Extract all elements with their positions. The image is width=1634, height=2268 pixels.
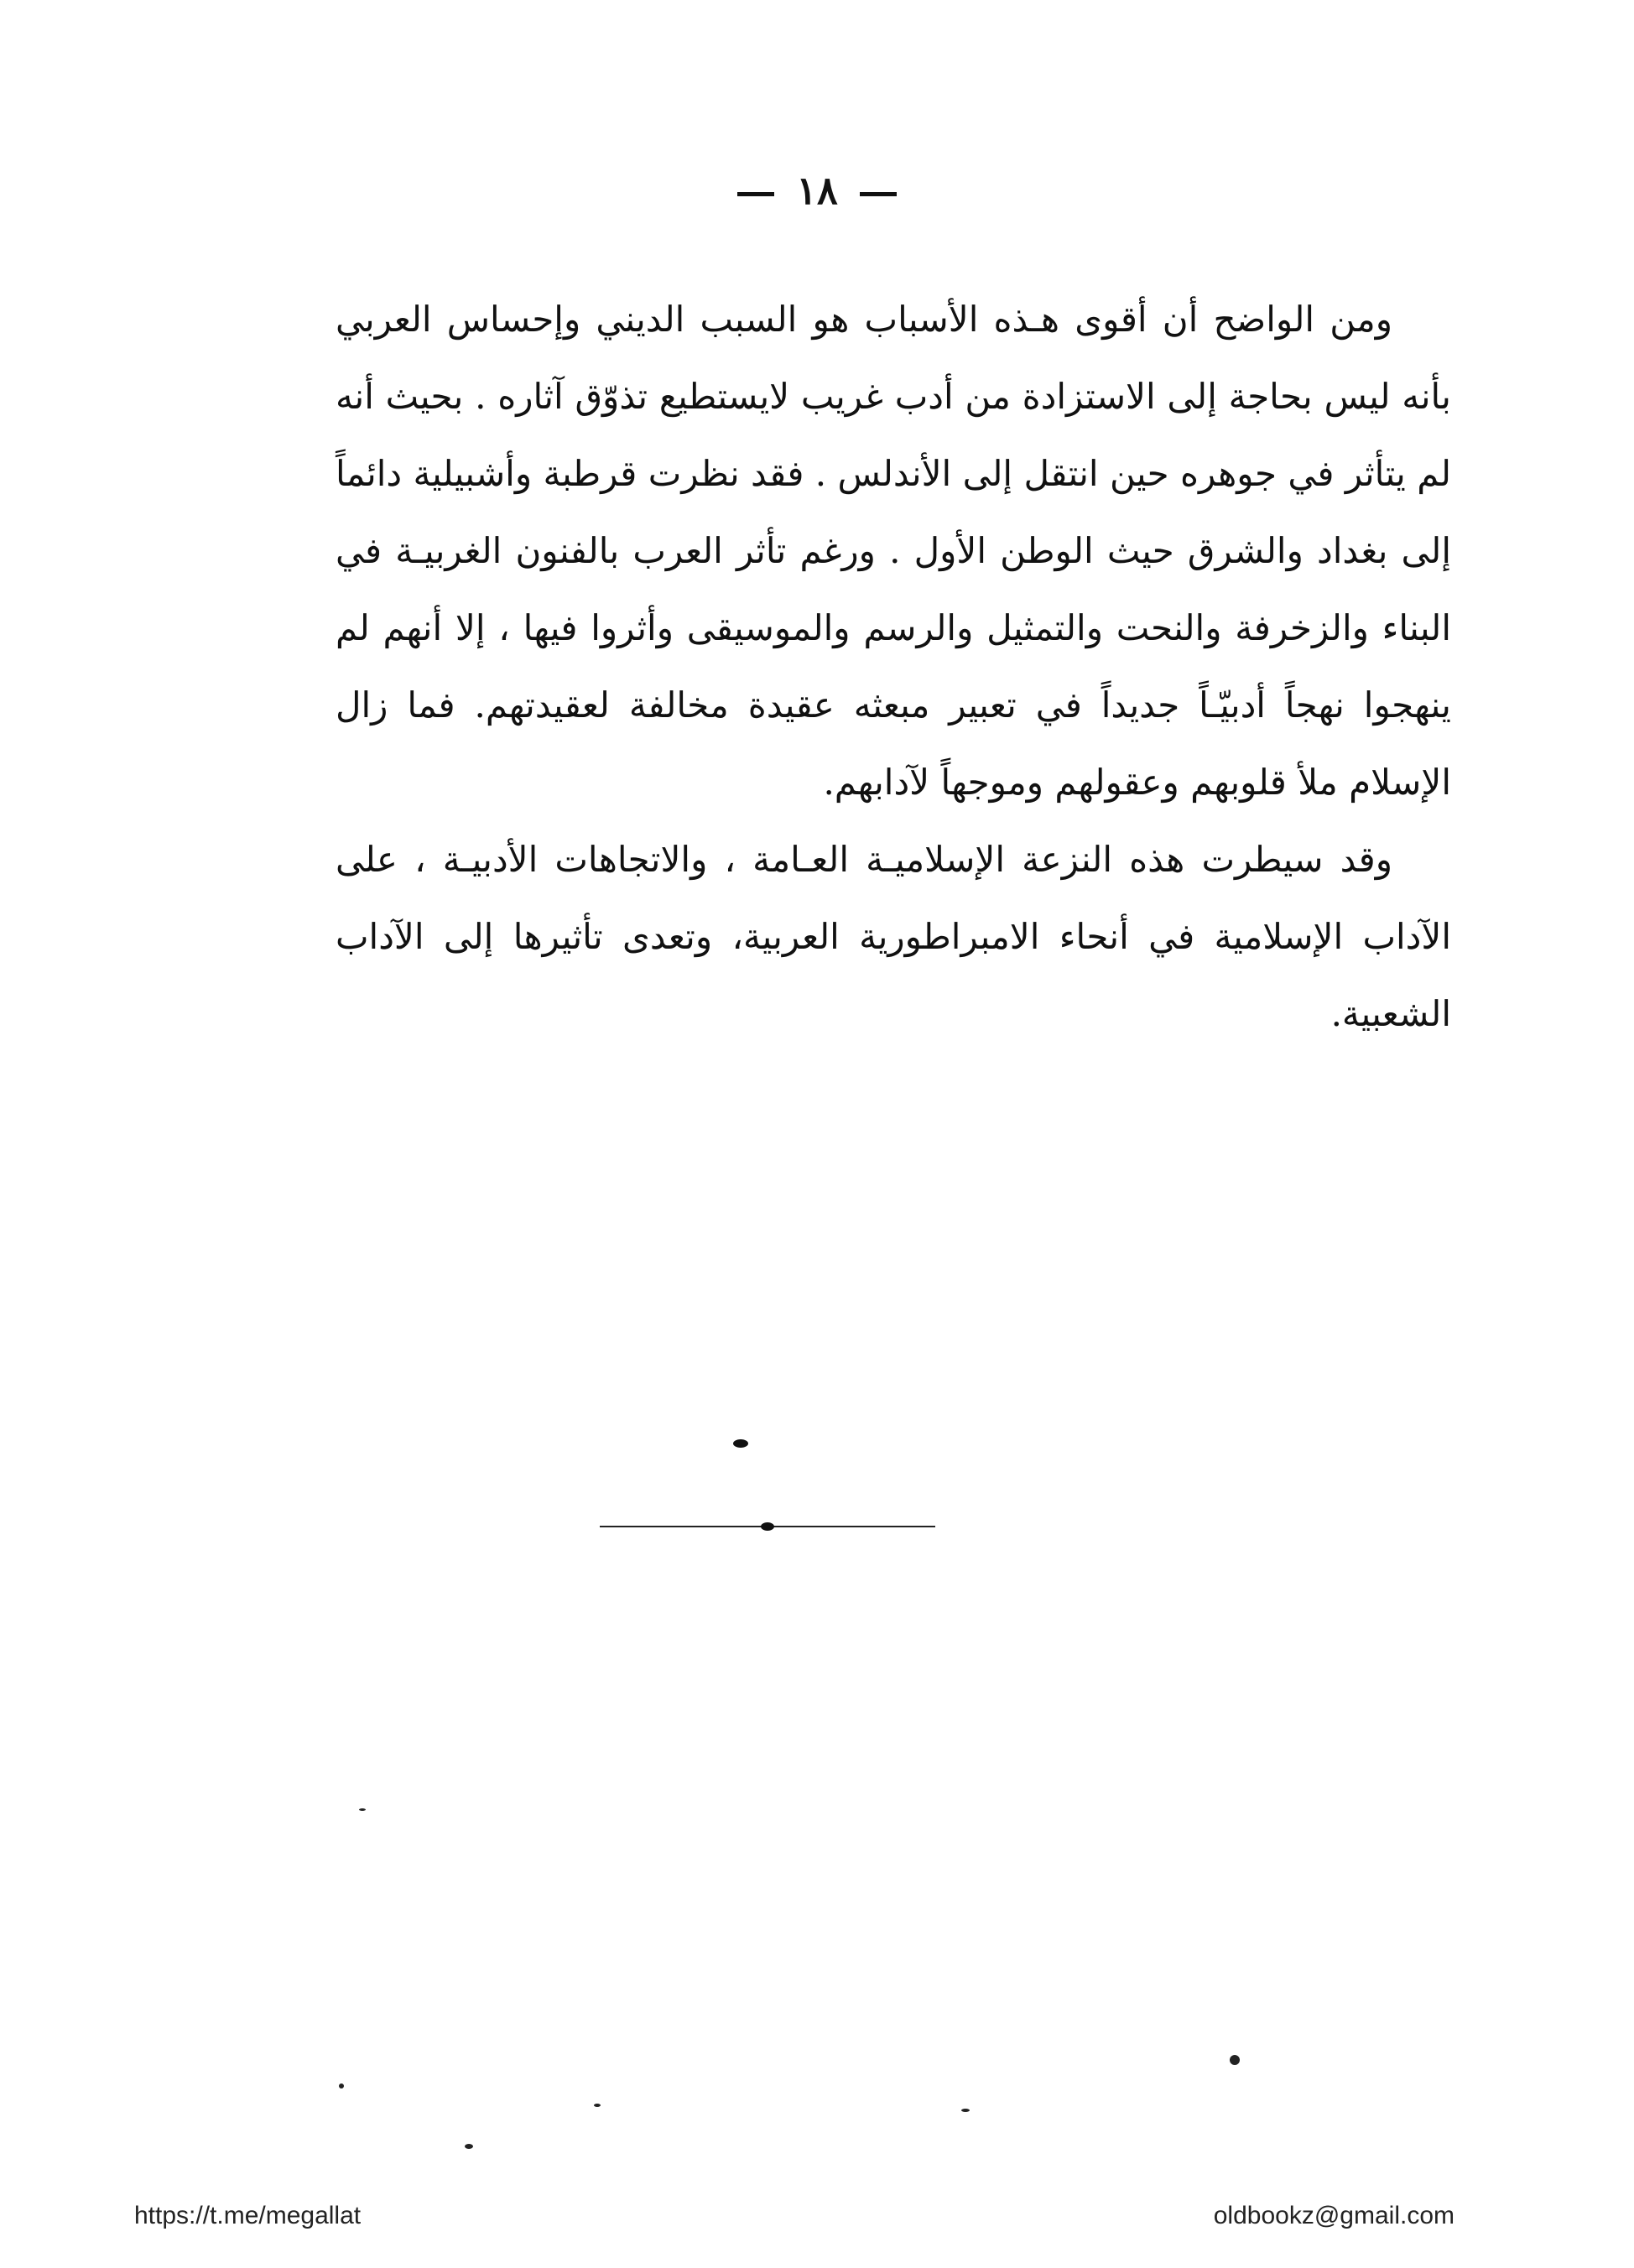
section-divider-ornament — [600, 1510, 935, 1543]
body-text — [336, 281, 1451, 1053]
page-number-dash-left — [737, 192, 774, 196]
scan-speck — [961, 2109, 970, 2112]
paragraph-2: وقد سيطرت هذه النزعة الإسلاميـة العـامة ، والاتجاهات الأدبيـة ، على الآداب الإسلامية في أنحاء الامبراطورية العربية، وتعدى تأثيرها إلى الآداب الشعبية. — [336, 839, 1451, 1034]
scan-speck — [594, 2104, 601, 2107]
ornament-dot — [733, 1439, 748, 1448]
page-number — [0, 168, 1634, 213]
footer-email: oldbookz@gmail.com — [1213, 2202, 1454, 2229]
page-number-dash-right — [860, 192, 897, 196]
scan-speck — [359, 1808, 366, 1811]
scan-speck — [465, 2144, 473, 2149]
scan-speck — [339, 2083, 344, 2089]
divider-center-dot — [761, 1522, 774, 1531]
footer-telegram-link: https://t.me/megallat — [134, 2202, 362, 2229]
page-number-text: ١٨ — [796, 168, 838, 213]
scan-speck — [1230, 2055, 1240, 2065]
paragraph-1: ومن الواضح أن أقوى هـذه الأسباب هو السبب الديني وإحساس العربي بأنه ليس بحاجة إلى الاستزادة من أدب غريب لايستطيع تذوّق آثاره . بحيث أنه لم يتأثر في جوهره حين انتقل إلى الأندلس . فقد نظرت قرطبة وأشبيلية دائماً إلى بغداد والشرق حيث الوطن الأول . ورغم تأثر العرب بالفنون الغربيـة في البناء والزخرفة والنحت والتمثيل والرسم والموسيقى وأثروا فيها ، إلا أنهم لم ينهجوا نهجاً أدبيّـاً جديداً في تعبير مبعثه عقيدة مخالفة لعقيدتهم. فما زال الإسلام ملأ قلوبهم وعقولهم وموجهاً لآدابهم. — [336, 299, 1451, 803]
